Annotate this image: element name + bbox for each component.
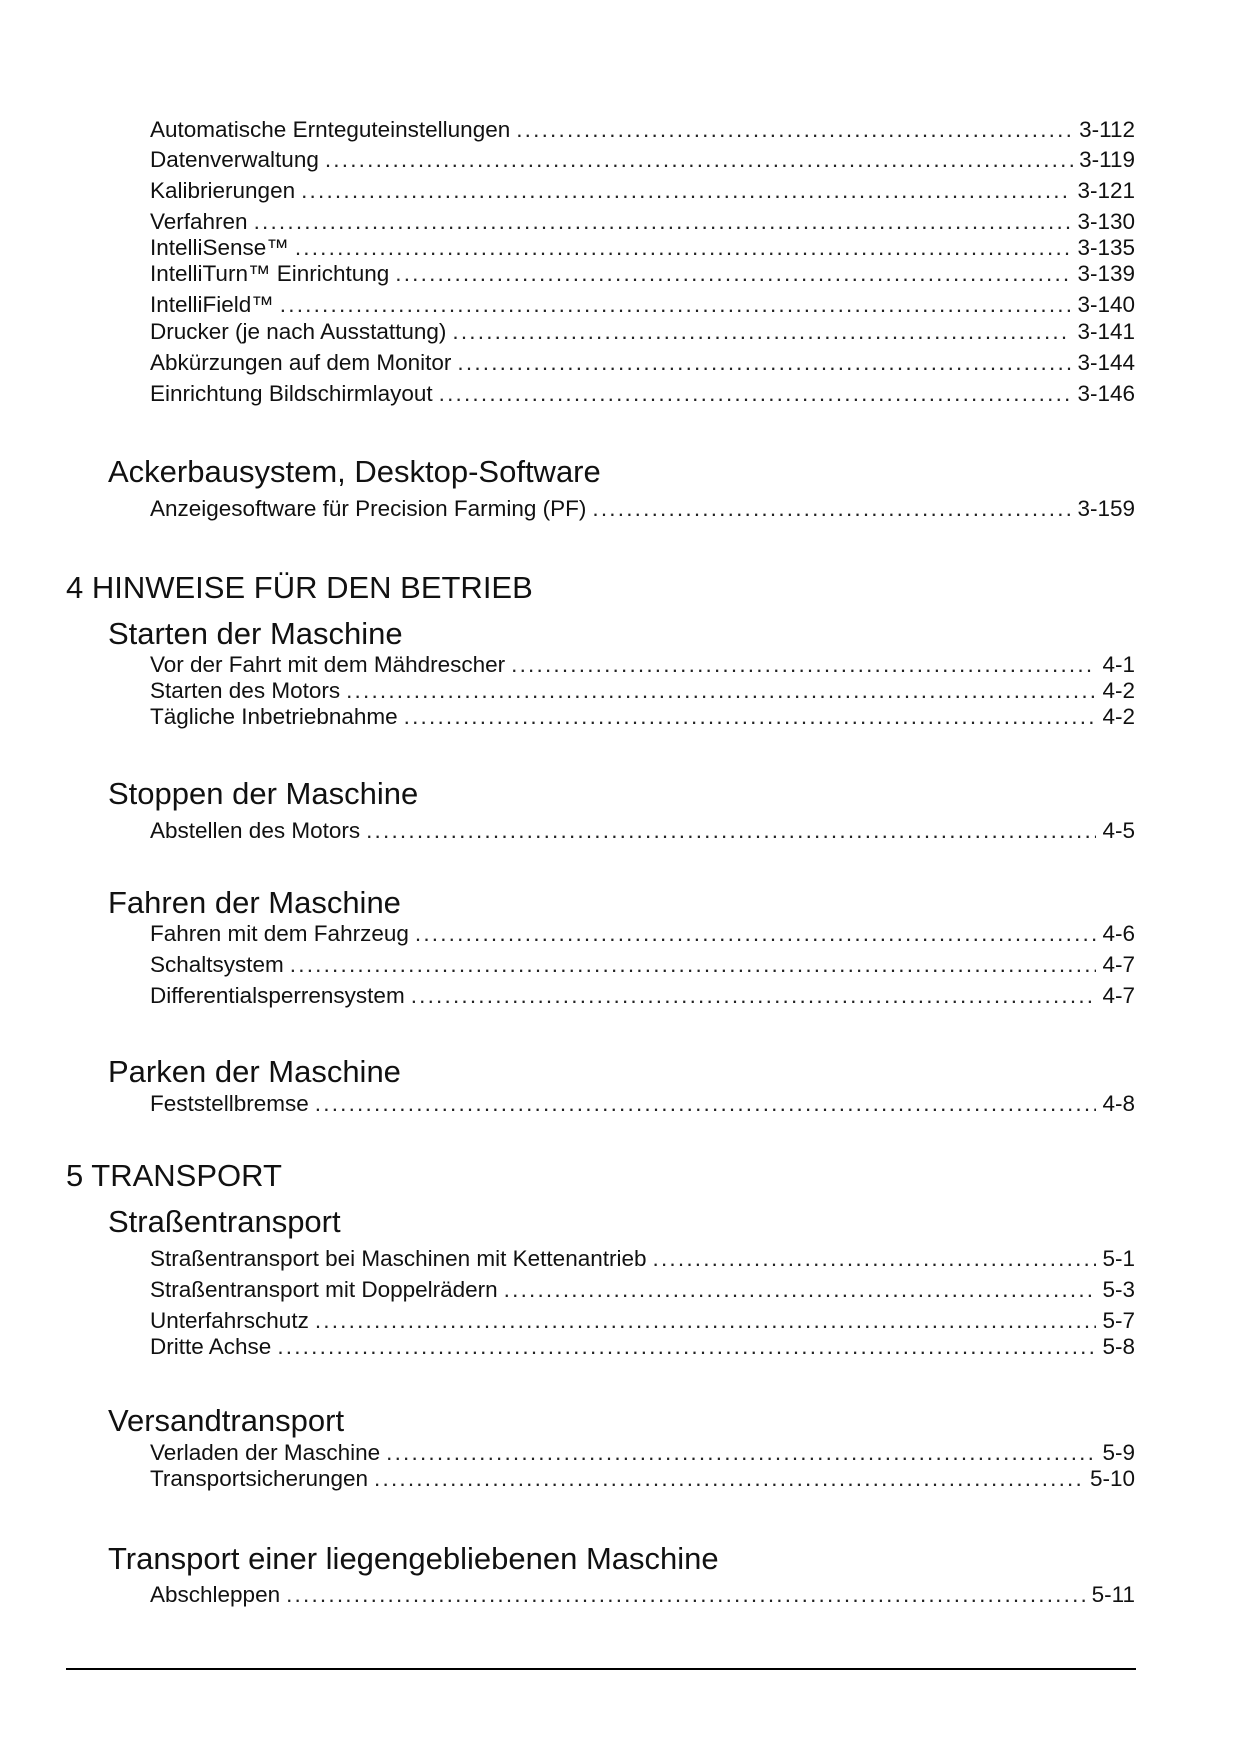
- entry-page: 3-130: [1077, 209, 1135, 234]
- entry-page: 3-140: [1077, 292, 1135, 317]
- leader-dots: [290, 951, 1097, 978]
- toc-entry[interactable]: [150, 1307, 1135, 1334]
- toc-entry[interactable]: [150, 495, 1135, 522]
- leader-dots: [415, 920, 1097, 947]
- leader-dots: [452, 318, 1071, 345]
- entry-page: 5-9: [1102, 1440, 1135, 1465]
- leader-dots: [592, 495, 1071, 522]
- toc-entry[interactable]: [150, 817, 1135, 844]
- entry-page: 5-1: [1102, 1246, 1135, 1271]
- section-heading[interactable]: Fahren der Maschine: [108, 885, 401, 920]
- leader-dots: [366, 817, 1096, 844]
- toc-entry[interactable]: [150, 349, 1135, 376]
- entry-title: Anzeigesoftware für Precision Farming (PF): [150, 496, 587, 521]
- toc-entry[interactable]: [150, 318, 1135, 345]
- entry-title: Starten des Motors: [150, 678, 341, 703]
- section-heading[interactable]: Ackerbausystem, Desktop-Software: [108, 454, 601, 489]
- toc-entry[interactable]: [150, 1090, 1135, 1117]
- leader-dots: [301, 177, 1071, 204]
- entry-page: 3-144: [1077, 350, 1135, 375]
- toc-entry[interactable]: [150, 1245, 1135, 1272]
- toc-entry[interactable]: [150, 1276, 1135, 1303]
- entry-page: 4-2: [1102, 704, 1135, 729]
- leader-dots: [374, 1465, 1084, 1492]
- entry-page: 5-11: [1091, 1582, 1135, 1607]
- toc-entry[interactable]: [150, 234, 1135, 261]
- entry-title: Abschleppen: [150, 1582, 281, 1607]
- entry-title: Abkürzungen auf dem Monitor: [150, 350, 452, 375]
- leader-dots: [280, 291, 1072, 318]
- leader-dots: [516, 116, 1073, 143]
- leader-dots: [295, 234, 1072, 261]
- leader-dots: [386, 1439, 1096, 1466]
- entry-title: Dritte Achse: [150, 1334, 272, 1359]
- toc-entry[interactable]: [150, 146, 1135, 173]
- leader-dots: [325, 146, 1073, 173]
- section-heading[interactable]: Versandtransport: [108, 1403, 345, 1438]
- leader-dots: [315, 1090, 1097, 1117]
- entry-title: Automatische Ernteguteinstellungen: [150, 117, 511, 142]
- leader-dots: [653, 1245, 1097, 1272]
- entry-page: 4-7: [1102, 952, 1135, 977]
- entry-title: Datenverwaltung: [150, 147, 319, 172]
- entry-title: Feststellbremse: [150, 1091, 309, 1116]
- toc-entry[interactable]: [150, 1465, 1135, 1492]
- entry-page: 5-3: [1102, 1277, 1135, 1302]
- entry-title: Abstellen des Motors: [150, 818, 361, 843]
- leader-dots: [511, 651, 1096, 678]
- leader-dots: [286, 1581, 1086, 1608]
- entry-page: 3-112: [1079, 117, 1135, 142]
- toc-entry[interactable]: [150, 260, 1135, 287]
- section-heading[interactable]: Starten der Maschine: [108, 616, 403, 651]
- entry-title: Straßentransport mit Doppelrädern: [150, 1277, 498, 1302]
- toc-entry[interactable]: [150, 291, 1135, 318]
- section-heading[interactable]: Transport einer liegengebliebenen Maschine: [108, 1541, 719, 1576]
- entry-page: 3-139: [1077, 261, 1135, 286]
- entry-page: 3-121: [1077, 178, 1135, 203]
- section-heading[interactable]: Parken der Maschine: [108, 1054, 401, 1089]
- entry-page: 3-159: [1077, 496, 1135, 521]
- entry-page: 3-135: [1077, 235, 1135, 260]
- entry-title: Schaltsystem: [150, 952, 284, 977]
- leader-dots: [254, 208, 1072, 235]
- leader-dots: [504, 1276, 1097, 1303]
- toc-entry[interactable]: [150, 703, 1135, 730]
- leader-dots: [457, 349, 1071, 376]
- toc-entry[interactable]: [150, 951, 1135, 978]
- entry-title: Straßentransport bei Maschinen mit Kettenantrieb: [150, 1246, 647, 1271]
- leader-dots: [346, 677, 1096, 704]
- entry-page: 5-10: [1089, 1466, 1135, 1491]
- entry-title: Tägliche Inbetriebnahme: [150, 704, 398, 729]
- leader-dots: [404, 703, 1097, 730]
- toc-entry[interactable]: [150, 1333, 1135, 1360]
- entry-title: Drucker (je nach Ausstattung): [150, 319, 447, 344]
- entry-title: Verfahren: [150, 209, 248, 234]
- footer-rule: [66, 1668, 1136, 1670]
- toc-entry[interactable]: [150, 982, 1135, 1009]
- entry-title: Transportsicherungen: [150, 1466, 369, 1491]
- toc-entry[interactable]: [150, 1439, 1135, 1466]
- entry-page: 4-6: [1102, 921, 1135, 946]
- entry-title: IntelliField™: [150, 292, 274, 317]
- leader-dots: [277, 1333, 1096, 1360]
- toc-entry[interactable]: [150, 380, 1135, 407]
- entry-page: 5-7: [1102, 1308, 1135, 1333]
- entry-page: 3-146: [1077, 381, 1135, 406]
- entry-page: 4-2: [1102, 678, 1135, 703]
- entry-title: Differentialsperrensystem: [150, 983, 405, 1008]
- leader-dots: [395, 260, 1071, 287]
- entry-page: 3-141: [1077, 319, 1135, 344]
- toc-entry[interactable]: [150, 208, 1135, 235]
- entry-page: 4-5: [1102, 818, 1135, 843]
- leader-dots: [411, 982, 1097, 1009]
- entry-page: 4-1: [1102, 652, 1135, 677]
- entry-page: 4-8: [1102, 1091, 1135, 1116]
- entry-title: Fahren mit dem Fahrzeug: [150, 921, 409, 946]
- toc-entry[interactable]: [150, 177, 1135, 204]
- section-heading[interactable]: Straßentransport: [108, 1204, 341, 1239]
- entry-title: Verladen der Maschine: [150, 1440, 381, 1465]
- entry-title: Kalibrierungen: [150, 178, 296, 203]
- chapter-heading[interactable]: 4 HINWEISE FÜR DEN BETRIEB: [66, 570, 533, 605]
- toc-entry[interactable]: [150, 677, 1135, 704]
- entry-title: IntelliSense™: [150, 235, 289, 260]
- toc-entry[interactable]: [150, 1581, 1135, 1608]
- toc-entry[interactable]: [150, 920, 1135, 947]
- section-heading[interactable]: Stoppen der Maschine: [108, 776, 419, 811]
- toc-entry[interactable]: [150, 116, 1135, 143]
- entry-title: Einrichtung Bildschirmlayout: [150, 381, 433, 406]
- toc-entry[interactable]: [150, 651, 1135, 678]
- entry-page: 5-8: [1102, 1334, 1135, 1359]
- leader-dots: [315, 1307, 1097, 1334]
- entry-title: Vor der Fahrt mit dem Mähdrescher: [150, 652, 506, 677]
- entry-page: 4-7: [1102, 983, 1135, 1008]
- chapter-heading[interactable]: 5 TRANSPORT: [66, 1158, 282, 1193]
- leader-dots: [439, 380, 1072, 407]
- entry-page: 3-119: [1079, 147, 1135, 172]
- entry-title: IntelliTurn™ Einrichtung: [150, 261, 390, 286]
- entry-title: Unterfahrschutz: [150, 1308, 309, 1333]
